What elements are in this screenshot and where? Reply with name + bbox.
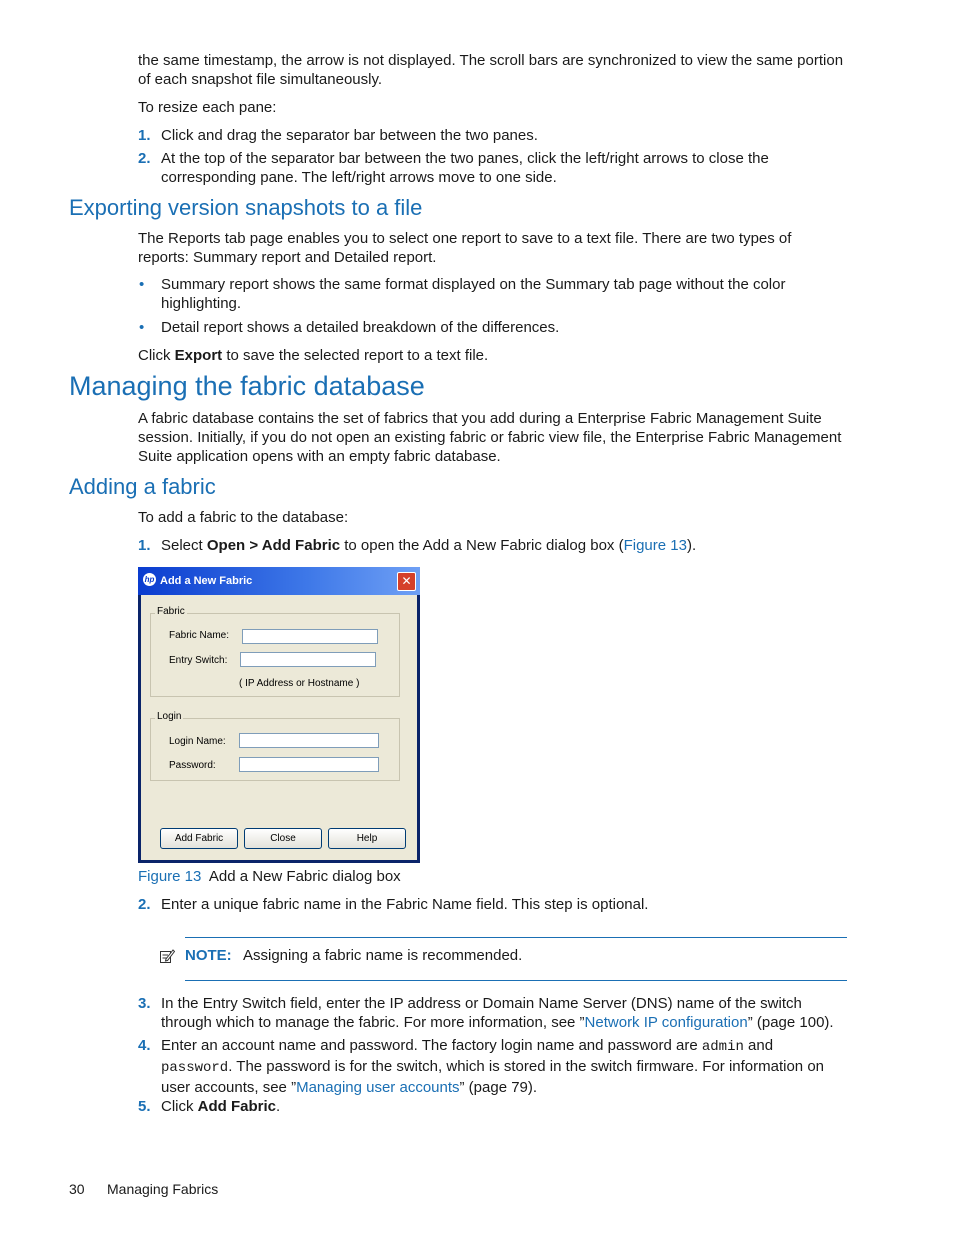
menu-command: Open > Add Fabric [206, 537, 341, 554]
export-click-paragraph [138, 346, 846, 365]
step-text: Enter a unique fabric name in the Fabric Name field. This step is optional. [161, 896, 649, 913]
figure-caption [138, 867, 401, 886]
text: to open the Add a New Fabric dialog box ( [340, 537, 624, 554]
note-pencil-icon [159, 948, 175, 964]
note-top-rule [185, 937, 847, 938]
resize-step-1 [138, 126, 846, 145]
managing-heading: Managing the fabric database [69, 371, 425, 401]
text: and [743, 1037, 774, 1054]
login-name-label: Login Name: [169, 736, 226, 747]
figure-13-link[interactable]: Figure 13 [623, 537, 687, 554]
step-text: Click and drag the separator bar between the two panes. [161, 127, 538, 144]
step-number: 5. [138, 1098, 151, 1115]
step-number: 1. [138, 127, 151, 144]
step-text [161, 536, 846, 555]
step-text [161, 1097, 846, 1116]
step-number: 1. [138, 537, 151, 554]
bullet-text: Summary report shows the same format displayed on the Summary tab page without the color highlighting. [161, 276, 786, 312]
resize-step-2 [138, 149, 846, 187]
bullet-summary [138, 275, 846, 313]
add-fabric-button[interactable]: Add Fabric [160, 828, 238, 849]
step-number: 2. [138, 150, 151, 167]
text: Select [161, 537, 207, 554]
footer-section: Managing Fabrics [107, 1181, 219, 1197]
entry-switch-input[interactable] [240, 652, 376, 667]
note-bottom-rule [185, 980, 847, 981]
figure-label: Figure 13 [138, 868, 202, 885]
bullet-detail [138, 318, 846, 337]
resize-intro: To resize each pane: [138, 99, 277, 116]
text: . The password is for the switch, which is stored in the switch firmware. For information on user accounts, see ” [161, 1058, 824, 1096]
text: Click [138, 347, 175, 364]
dialog-titlebar [138, 567, 420, 595]
help-button[interactable]: Help [328, 828, 406, 849]
code-admin: admin [701, 1039, 744, 1055]
note-label: NOTE: [185, 947, 232, 964]
adding-heading: Adding a fabric [69, 474, 216, 499]
bullet-icon: • [139, 276, 145, 293]
adding-step-2 [138, 895, 846, 914]
add-fabric-dialog [138, 567, 420, 863]
managing-paragraph: A fabric database contains the set of fabrics that you add during a Enterprise Fabric Management Suite session. Initially, if you do not open an existing fabric or fabric view file, the Enterprise Fabric Management Suite application opens with an empty fabric database. [138, 410, 842, 465]
entry-switch-label: Entry Switch: [169, 655, 228, 666]
managing-user-accounts-link[interactable]: Managing user accounts [296, 1079, 460, 1096]
text: ” (page 100). [747, 1014, 834, 1031]
dialog-body [141, 595, 417, 860]
add-fabric-command: Add Fabric [197, 1098, 277, 1115]
text: Enter an account name and password. The factory login name and password are [161, 1037, 702, 1054]
text: ). [686, 537, 697, 554]
step-text: At the top of the separator bar between the two panes, click the left/right arrows to close the corresponding pane. The left/right arrows move to one side. [161, 150, 769, 186]
network-ip-configuration-link[interactable]: Network IP configuration [584, 1014, 748, 1031]
close-button[interactable]: Close [244, 828, 322, 849]
step-text [161, 1036, 846, 1097]
figure-caption-text: Add a New Fabric dialog box [208, 868, 401, 885]
adding-step-5 [138, 1097, 846, 1116]
intro-paragraph: the same timestamp, the arrow is not displayed. The scroll bars are synchronized to view the same portion of each snapshot file simultaneously. [138, 52, 844, 88]
bullet-text: Detail report shows a detailed breakdown of the differences. [161, 319, 560, 336]
hp-logo-icon: hp [144, 575, 155, 584]
text: Click [161, 1098, 198, 1115]
dialog-title: Add a New Fabric [160, 575, 253, 587]
code-password: password [161, 1060, 229, 1076]
text: In the Entry Switch field, enter the IP address or Domain Name Server (DNS) name of the switch through which to manage the fabric. For more information, see ” [161, 995, 802, 1031]
step-number: 3. [138, 995, 151, 1012]
step-text [161, 994, 846, 1032]
adding-step-3 [138, 994, 846, 1032]
fabric-group [150, 606, 400, 697]
text: . [276, 1098, 281, 1115]
ip-hint: ( IP Address or Hostname ) [239, 678, 360, 689]
password-input[interactable] [239, 757, 379, 772]
text: to save the selected report to a text file. [222, 347, 489, 364]
password-label: Password: [169, 760, 216, 771]
step-number: 2. [138, 896, 151, 913]
fabric-group-label: Fabric [157, 606, 185, 617]
adding-paragraph: To add a fabric to the database: [138, 509, 349, 526]
export-paragraph: The Reports tab page enables you to select one report to save to a text file. There are two types of reports: Summary report and Detailed report. [138, 230, 792, 266]
login-name-input[interactable] [239, 733, 379, 748]
fabric-name-label: Fabric Name: [169, 630, 230, 641]
adding-step-4 [138, 1036, 846, 1097]
text: ” (page 79). [459, 1079, 538, 1096]
export-command: Export [174, 347, 223, 364]
export-heading: Exporting version snapshots to a file [69, 195, 423, 220]
step-number: 4. [138, 1037, 151, 1054]
note-text: Assigning a fabric name is recommended. [243, 947, 523, 964]
page-number: 30 [69, 1181, 85, 1197]
bullet-icon: • [139, 319, 145, 336]
adding-step-1 [138, 536, 846, 555]
fabric-name-input[interactable] [242, 629, 378, 644]
login-group-label: Login [157, 711, 182, 722]
close-icon[interactable]: ✕ [397, 572, 416, 591]
login-group [150, 711, 400, 781]
